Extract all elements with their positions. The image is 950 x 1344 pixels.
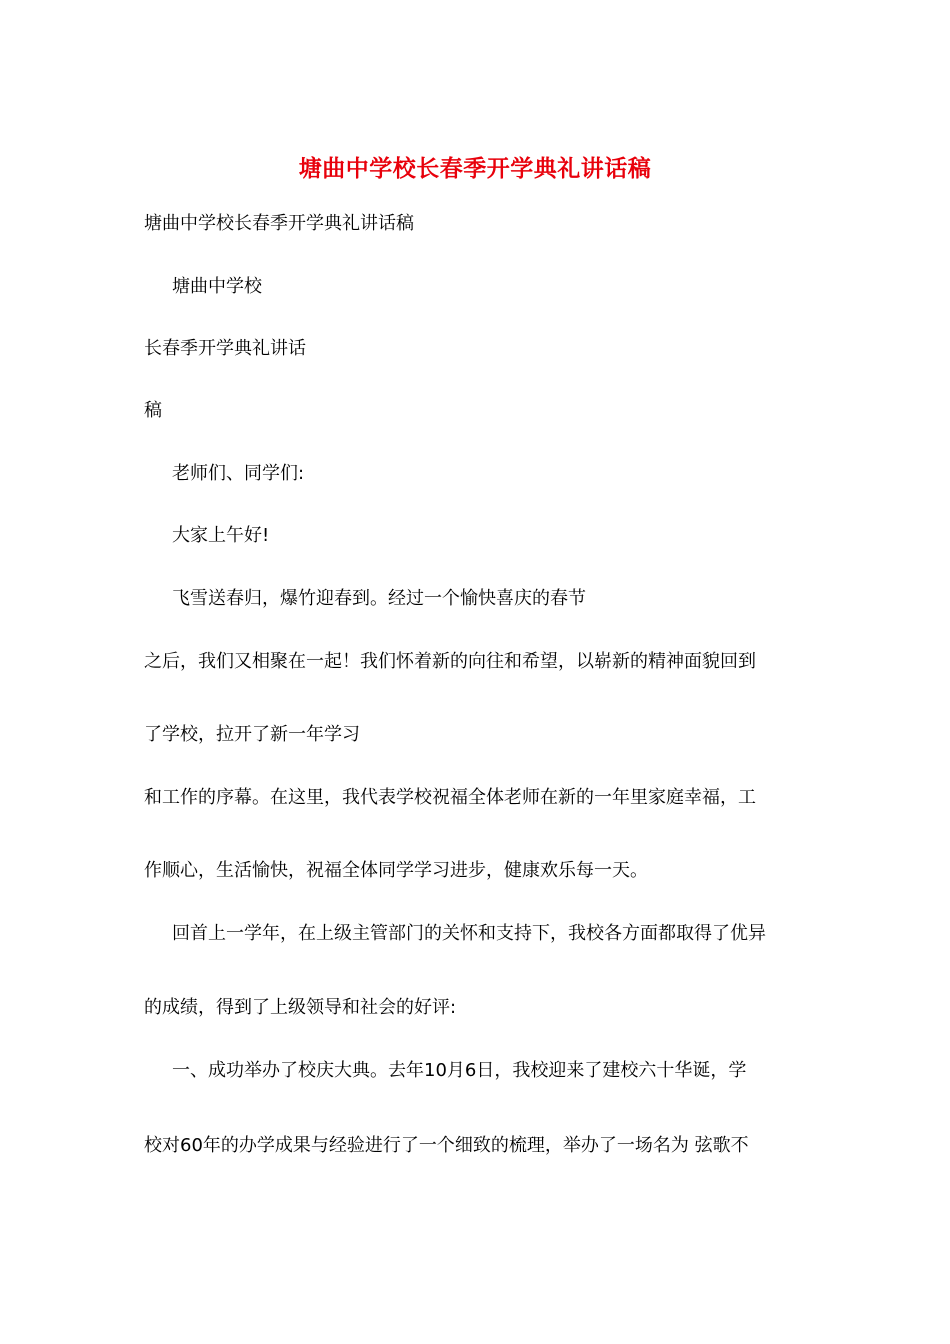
text-line-subtitle: 塘曲中学校长春季开学典礼讲话稿 xyxy=(144,213,414,234)
text-line-school: 塘曲中学校 xyxy=(172,276,262,297)
text-line-para1-b: 之后，我们又相聚在一起！我们怀着新的向往和希望，以崭新的精神面貌回到 xyxy=(144,651,756,672)
text-line-para2-a: 回首上一学年，在上级主管部门的关怀和支持下，我校各方面都取得了优异 xyxy=(172,923,766,944)
text-line-para1-a: 飞雪送春归，爆竹迎春到。经过一个愉快喜庆的春节 xyxy=(172,588,586,609)
text-line-para1-e: 作顺心，生活愉快，祝福全体同学学习进步，健康欢乐每一天。 xyxy=(144,860,648,881)
text-line-para3-a: 一、成功举办了校庆大典。去年10月6日，我校迎来了建校六十华诞，学 xyxy=(172,1060,747,1081)
text-line-ceremony: 长春季开学典礼讲话 xyxy=(144,338,306,359)
text-line-greeting: 老师们、同学们: xyxy=(172,463,305,484)
document-title: 塘曲中学校长春季开学典礼讲话稿 xyxy=(298,155,652,182)
text-line-gao: 稿 xyxy=(144,400,162,421)
text-line-para2-b: 的成绩，得到了上级领导和社会的好评: xyxy=(144,997,457,1018)
text-line-good-morning: 大家上午好! xyxy=(172,525,270,546)
text-line-para1-c: 了学校，拉开了新一年学习 xyxy=(144,724,360,745)
text-line-para3-b: 校对60年的办学成果与经验进行了一个细致的梳理，举办了一场名为 弦歌不 xyxy=(144,1135,749,1156)
text-line-para1-d: 和工作的序幕。在这里，我代表学校祝福全体老师在新的一年里家庭幸福，工 xyxy=(144,787,756,808)
